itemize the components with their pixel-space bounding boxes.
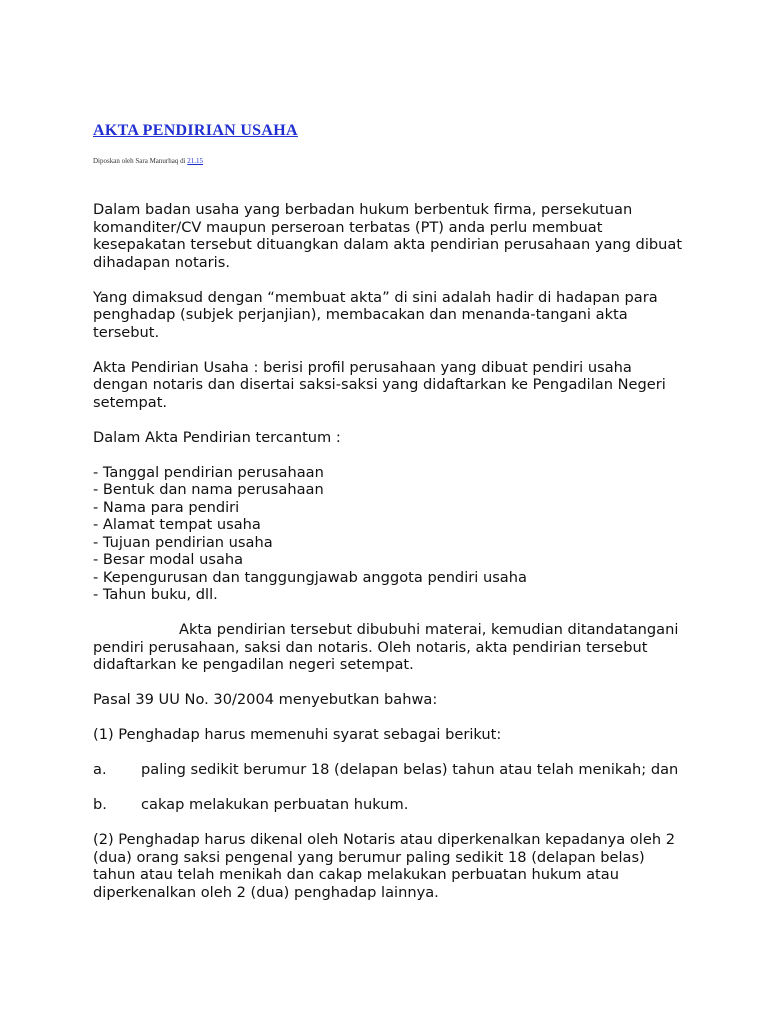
- paragraph-materai: [93, 621, 683, 674]
- list-item: - Kepengurusan dan tanggungjawab anggota pendiri usaha: [93, 569, 683, 587]
- paragraph-materai-text: Akta pendirian tersebut dibubuhi materai, kemudian ditandatangani pendiri perusahaan, saksi dan notaris. Oleh notaris, akta pendirian tersebut didaftarkan ke pengadilan negeri setempat.: [93, 621, 679, 673]
- paragraph-pasal-39: Pasal 39 UU No. 30/2004 menyebutkan bahwa:: [93, 691, 438, 708]
- list-item: - Tanggal pendirian perusahaan: [93, 464, 683, 482]
- post-meta: [93, 157, 203, 165]
- list-item: - Bentuk dan nama perusahaan: [93, 481, 683, 499]
- akta-contents-list: [93, 464, 683, 604]
- item-b-marker: b.: [93, 796, 107, 813]
- list-item: - Alamat tempat usaha: [93, 516, 683, 534]
- paragraph-item-a: [93, 761, 683, 779]
- item-a-text: paling sedikit berumur 18 (delapan belas) tahun atau telah menikah; dan: [141, 761, 679, 778]
- list-item: - Tahun buku, dll.: [93, 586, 683, 604]
- post-body: [93, 201, 683, 919]
- item-a-marker: a.: [93, 761, 107, 778]
- paragraph-item-b: [93, 796, 683, 814]
- list-item: - Nama para pendiri: [93, 499, 683, 517]
- paragraph-ayat-2: (2) Penghadap harus dikenal oleh Notaris atau diperkenalkan kepadanya oleh 2 (dua) orang saksi pengenal yang berumur paling sedikit 18 (delapan belas) tahun atau telah menikah dan cakap melakukan perbuatan hukum atau diperkenalkan oleh 2 (dua) penghadap lainnya.: [93, 831, 676, 901]
- paragraph-intro: Dalam badan usaha yang berbadan hukum berbentuk firma, persekutuan komanditer/CV maupun perseroan terbatas (PT) anda perlu membuat kesepakatan tersebut dituangkan dalam akta pendirian perusahaan yang dibuat dihadapan notaris.: [93, 201, 683, 271]
- paragraph-akta-definition: Akta Pendirian Usaha : berisi profil perusahaan yang dibuat pendiri usaha dengan notaris dan disertai saksi-saksi yang didaftarkan ke Pengadilan Negeri setempat.: [93, 358, 666, 411]
- post-meta-author: Diposkan oleh Sara Manurhaq di: [93, 157, 188, 165]
- post-timestamp-link[interactable]: 21.15: [187, 157, 204, 165]
- list-item: - Tujuan pendirian usaha: [93, 534, 683, 552]
- item-b-text: cakap melakukan perbuatan hukum.: [141, 796, 409, 813]
- paragraph-list-intro: Dalam Akta Pendirian tercantum :: [93, 428, 341, 446]
- post-title-link[interactable]: AKTA PENDIRIAN USAHA: [93, 122, 298, 139]
- paragraph-membuat-akta: Yang dimaksud dengan “membuat akta” di sini adalah hadir di hadapan para penghadap (subjek perjanjian), membacakan dan menanda-tangani akta tersebut.: [93, 288, 658, 341]
- list-item: - Besar modal usaha: [93, 551, 683, 569]
- paragraph-ayat-1: (1) Penghadap harus memenuhi syarat sebagai berikut:: [93, 726, 502, 743]
